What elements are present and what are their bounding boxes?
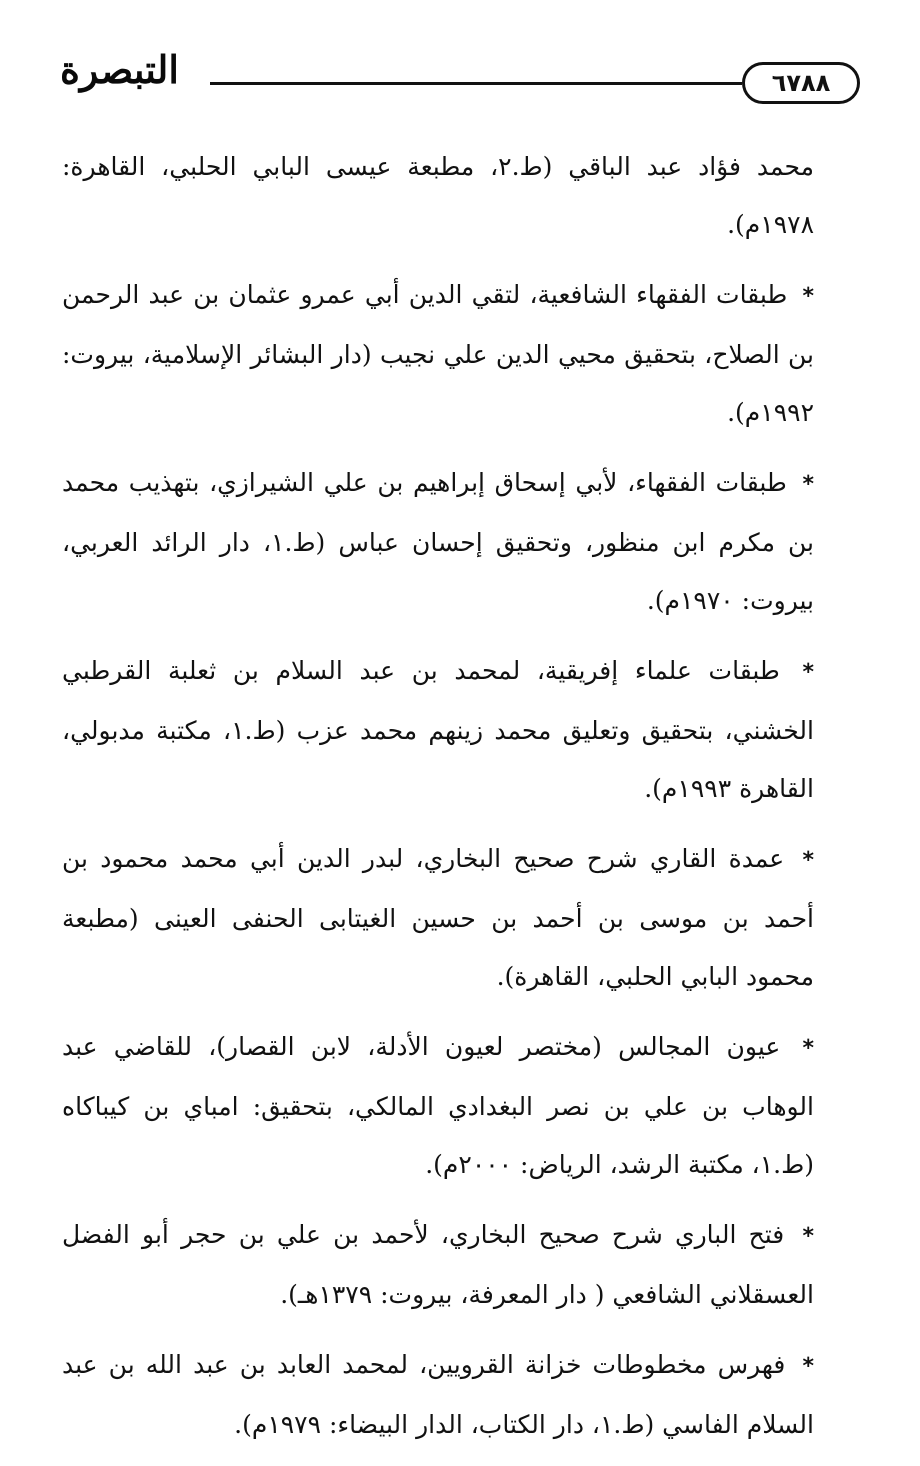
bibliography-entry — [62, 1206, 814, 1324]
entry-text: محمد فؤاد عبد الباقي (ط.٢، مطبعة عيسى البابي الحلبي، القاهرة: ١٩٧٨م). — [62, 152, 814, 239]
entry-text: فتح الباري شرح صحيح البخاري، لأحمد بن علي بن حجر أبو الفضل العسقلاني الشافعي ( دار المعرفة، بيروت: ١٣٧٩هـ). — [62, 1220, 814, 1309]
asterisk-bullet-icon: * — [802, 660, 814, 685]
entry-text: فهرس مخطوطات خزانة القرويين، لمحمد العابد بن عبد الله بن عبد السلام الفاسي (ط.١، دار الكتاب، الدار البيضاء: ١٩٧٩م). — [62, 1350, 814, 1439]
entry-text: طبقات الفقهاء، لأبي إسحاق إبراهيم بن علي الشيرازي، بتهذيب محمد بن مكرم ابن منظور، وتحقيق إحسان عباس (ط.١، دار الرائد العربي، بيروت: ١٩٧٠م). — [62, 468, 814, 615]
page-number: ٦٧٨٨ — [742, 62, 860, 104]
bibliography-entry — [62, 830, 814, 1006]
asterisk-bullet-icon: * — [802, 284, 815, 309]
asterisk-bullet-icon: * — [802, 848, 814, 873]
bibliography-entry — [62, 138, 814, 254]
asterisk-bullet-icon: * — [802, 1224, 815, 1249]
header-divider — [210, 82, 742, 85]
bibliography-entry — [62, 454, 814, 630]
asterisk-bullet-icon: * — [802, 472, 814, 497]
entry-text: طبقات علماء إفريقية، لمحمد بن عبد السلام بن ثعلبة القرطبي الخشني، بتحقيق وتعليق محمد زينهم محمد عزب (ط.١، مكتبة مدبولي، القاهرة ١٩٩٣م). — [62, 656, 814, 803]
bibliography-entry — [62, 642, 814, 818]
bibliography-entry — [62, 1336, 814, 1454]
asterisk-bullet-icon: * — [802, 1354, 814, 1379]
bibliography-list — [62, 138, 814, 1466]
asterisk-bullet-icon: * — [802, 1036, 814, 1061]
entry-text: عمدة القاري شرح صحيح البخاري، لبدر الدين أبي محمد محمود بن أحمد بن موسى بن أحمد بن حسين الغيتابى الحنفى العينى (مطبعة محمود البابي الحلبي، القاهرة). — [62, 844, 814, 991]
page-header — [60, 40, 860, 110]
book-title: التبصرة — [60, 47, 179, 92]
bibliography-entry — [62, 266, 814, 442]
entry-text: عيون المجالس (مختصر لعيون الأدلة، لابن القصار)، للقاضي عبد الوهاب بن علي بن نصر البغدادي المالكي، بتحقيق: امباي بن كيباكاه (ط.١، مكتبة الرشد، الرياض: ٢٠٠٠م). — [62, 1032, 814, 1179]
entry-text: طبقات الفقهاء الشافعية، لتقي الدين أبي عمرو عثمان بن عبد الرحمن بن الصلاح، بتحقيق محيي الدين علي نجيب (دار البشائر الإسلامية، بيروت: ١٩٩٢م). — [62, 280, 814, 427]
bibliography-entry — [62, 1018, 814, 1194]
